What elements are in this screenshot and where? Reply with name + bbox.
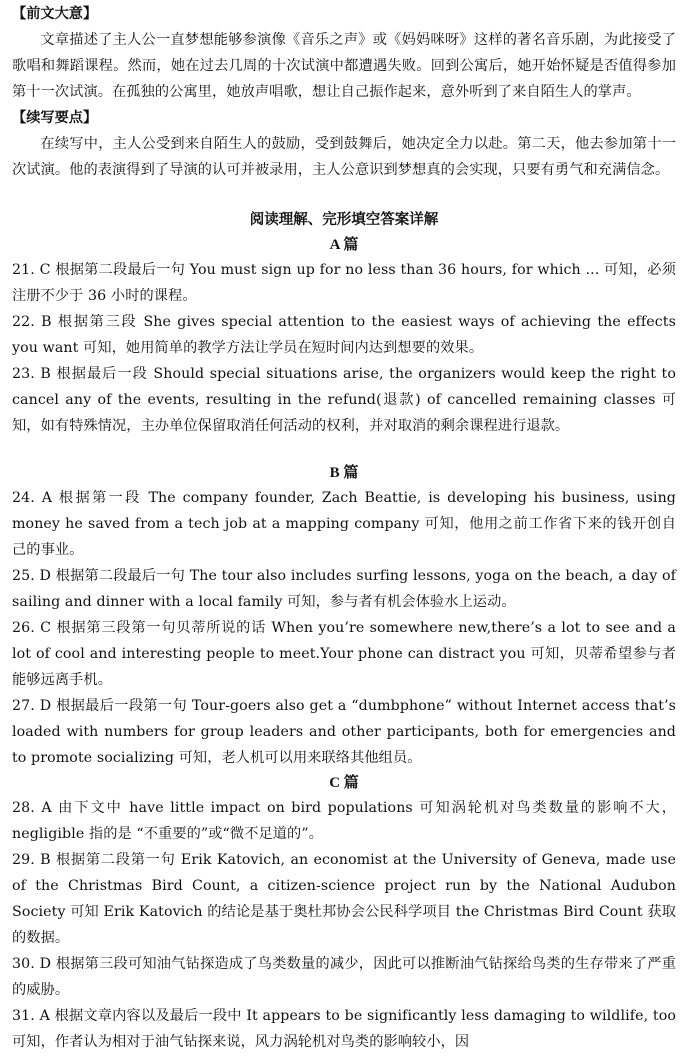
part-b-title: B 篇 [329, 465, 359, 481]
part-a-title: A 篇 [329, 237, 359, 253]
answer-item-24: 24. A 根据第一段 The company founder, Zach Beattie, is developing his business, using money he saved from a tech job at a mapping company 可知，他用之前工作省下来的钱开创自己的事业。 [12, 490, 676, 558]
answer-item-23: 23. B 根据最后一段 Should special situations arise, the organizers would keep the right to cancel any of the events, resulting in the refund(退款) of cancelled remaining classes 可知，如有特殊情况，主办单位保留取消任何活动的权利，并对取消的剩余课程进行退款。 [12, 366, 676, 434]
summary-heading: 【前文大意】 [12, 6, 98, 22]
answer-item-27: 27. D 根据最后一段第一句 Tour-goers also get a “dumbphone” without Internet access that’s loaded with numbers for group leaders and other participants, both for emergencies and to promote socializing 可知，老人机可以用来联络其他组员。 [12, 698, 676, 766]
answer-item-28: 28. A 由下文中 have little impact on bird populations 可知涡轮机对鸟类数量的影响不大，negligible 指的是 “不重要的”或“微不足道的”。 [12, 800, 676, 842]
continuation-heading: 【续写要点】 [12, 110, 98, 126]
answer-item-31: 31. A 根据文章内容以及最后一段中 It appears to be significantly less damaging to wildlife, too 可知，作者认为相对于油气钻探来说，风力涡轮机对鸟类的影响较小，因 [12, 1008, 676, 1050]
answers-section-title: 阅读理解、完形填空答案详解 [249, 212, 439, 228]
part-c-title: C 篇 [329, 775, 359, 791]
answer-item-21: 21. C 根据第二段最后一句 You must sign up for no less than 36 hours, for which ... 可知，必须注册不少于 36 小时的课程。 [12, 262, 676, 304]
summary-paragraph: 文章描述了主人公一直梦想能够参演像《音乐之声》或《妈妈咪呀》这样的著名音乐剧，为此接受了歌唱和舞蹈课程。然而，她在过去几周的十次试演中都遭遇失败。回到公寓后，她开始怀疑是否值得参加第十一次试演。在孤独的公寓里，她放声唱歌，想让自己振作起来，意外听到了来自陌生人的掌声。 [12, 32, 676, 100]
answer-item-22: 22. B 根据第三段 She gives special attention to the easiest ways of achieving the effects you want 可知，她用简单的教学方法让学员在短时间内达到想要的效果。 [12, 314, 676, 356]
answer-item-30: 30. D 根据第三段可知油气钻探造成了鸟类数量的减少，因此可以推断油气钻探给鸟类的生存带来了严重的威胁。 [12, 956, 676, 998]
answer-item-26: 26. C 根据第三段第一句贝蒂所说的话 When you’re somewhere new,there’s a lot to see and a lot of cool and interesting people to meet.Your phone can distract you 可知，贝蒂希望参与者能够远离手机。 [12, 620, 676, 688]
continuation-paragraph: 在续写中，主人公受到来自陌生人的鼓励，受到鼓舞后，她决定全力以赴。第二天，他去参加第十一次试演。他的表演得到了导演的认可并被录用，主人公意识到梦想真的会实现，只要有勇气和充满信念。 [12, 136, 676, 178]
answer-item-25: 25. D 根据第二段最后一句 The tour also includes surfing lessons, yoga on the beach, a day of sailing and dinner with a local family 可知，参与者有机会体验水上运动。 [12, 568, 676, 610]
answer-item-29: 29. B 根据第二段第一句 Erik Katovich, an economist at the University of Geneva, made use of the Christmas Bird Count, a citizen-science project run by the National Audubon Society 可知 Erik Katovich 的结论是基于奥杜邦协会公民科学项目 the Christmas Bird Count 获取的数据。 [12, 852, 676, 946]
